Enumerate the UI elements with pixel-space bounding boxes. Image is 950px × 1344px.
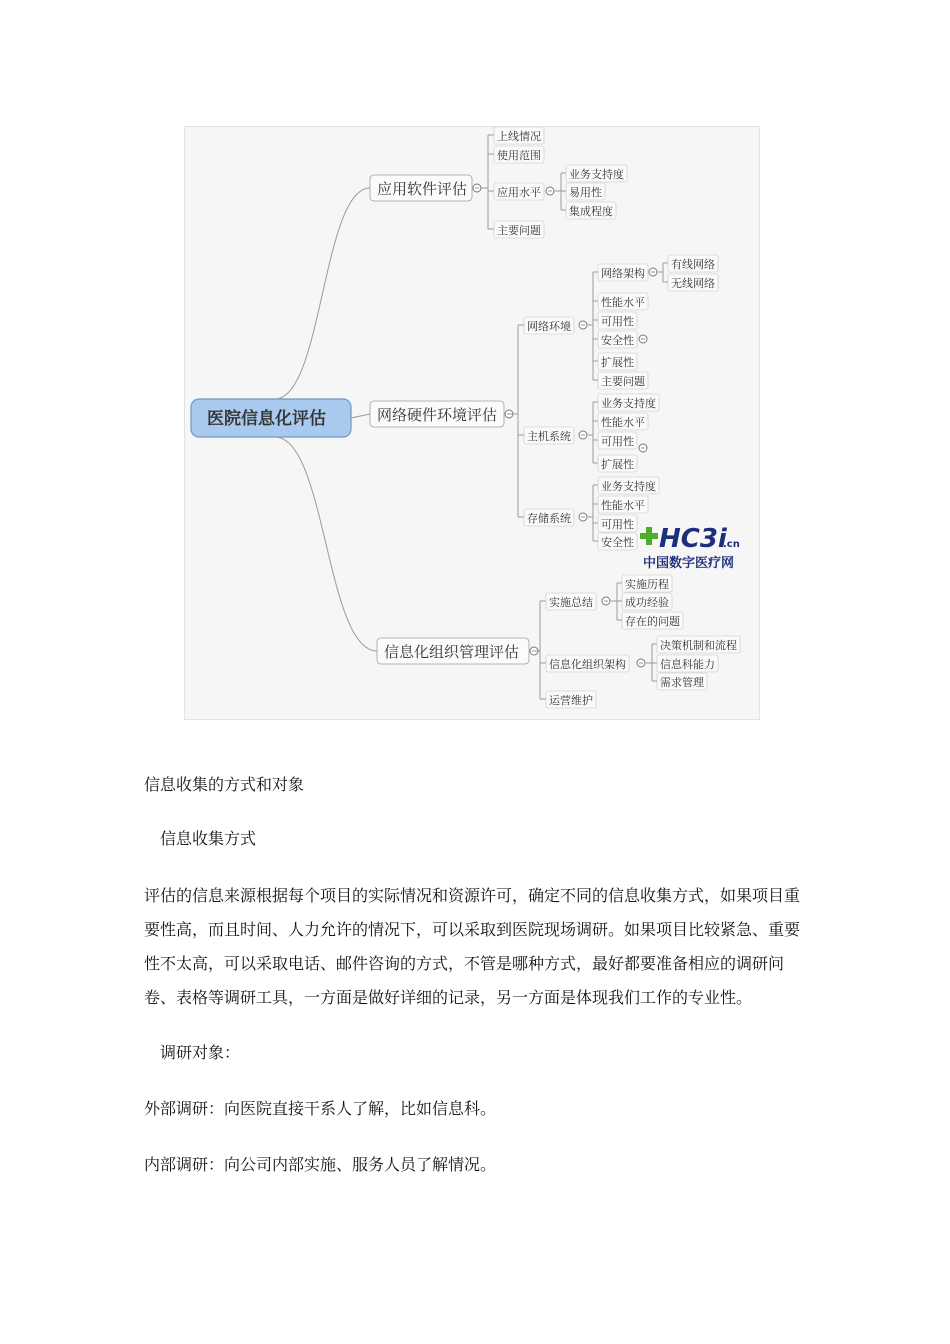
topic-label: 网络架构 (601, 267, 645, 280)
topic-label: 实施历程 (625, 578, 669, 591)
topic-label: 网络环境 (527, 320, 571, 333)
paragraph-internal-research: 内部调研：向公司内部实施、服务人员了解情况。 (144, 1155, 497, 1174)
mindmap-svg (185, 127, 761, 721)
topic-label: 业务支持度 (569, 168, 624, 181)
connector-line (351, 414, 370, 418)
logo-suffix: .cn (723, 539, 740, 550)
topic-label: 性能水平 (601, 416, 645, 429)
topic-label: 决策机制和流程 (660, 639, 737, 652)
topic-label: 业务支持度 (601, 480, 656, 493)
topic-label: 主机系统 (527, 430, 571, 443)
topic-label: 需求管理 (660, 676, 704, 689)
topic-label: 安全性 (601, 334, 634, 347)
branch-label: 网络硬件环境评估 (377, 406, 498, 424)
topic-label: 信息化组织架构 (549, 658, 626, 671)
topic-label: 主要问题 (601, 375, 645, 388)
topic-label: 扩展性 (601, 458, 634, 471)
topic-label: 扩展性 (601, 356, 634, 369)
subheading-collection-method: 信息收集方式 (160, 829, 257, 848)
topic-label: 集成程度 (569, 205, 613, 218)
logo-cross-icon (640, 533, 658, 539)
topic-label: 有线网络 (671, 258, 715, 271)
topic-label: 实施总结 (549, 596, 593, 609)
subheading-research-target: 调研对象： (160, 1043, 241, 1062)
topic-label: 存储系统 (527, 512, 571, 525)
topic-label: 上线情况 (497, 130, 541, 143)
topic-label: 易用性 (569, 186, 602, 199)
topic-label: 可用性 (601, 315, 634, 328)
paragraph-collection-method: 评估的信息来源根据每个项目的实际情况和资源许可，确定不同的信息收集方式，如果项目重要性高，而且时间、人力允许的情况下，可以采取到医院现场调研。如果项目比较紧急、重要性不太高，可以采取电话、邮件咨询的方式，不管是哪种方式，最好都要准备相应的调研问卷、表格等调研工具，一方面是做好详细的记录，另一方面是体现我们工作的专业性。 (144, 886, 801, 1007)
topic-label: 主要问题 (497, 224, 541, 237)
topic-label: 存在的问题 (625, 615, 680, 628)
topic-label: 运营维护 (549, 694, 593, 707)
topic-label: 业务支持度 (601, 397, 656, 410)
root-label: 医院信息化评估 (207, 409, 326, 429)
topic-label: 使用范围 (497, 149, 541, 162)
topic-label: 性能水平 (601, 296, 645, 309)
topic-label: 成功经验 (625, 596, 669, 609)
topic-label: 性能水平 (601, 499, 645, 512)
logo-subtitle: 中国数字医疗网 (643, 556, 735, 571)
section-heading: 信息收集的方式和对象 (144, 775, 305, 794)
topic-label: 可用性 (601, 435, 634, 448)
connector-line (275, 188, 370, 399)
connector-line (275, 437, 377, 651)
paragraph-external-research: 外部调研：向医院直接干系人了解，比如信息科。 (144, 1099, 497, 1118)
mindmap-figure (184, 126, 760, 720)
topic-label: 信息科能力 (660, 658, 715, 671)
topic-label: 应用水平 (497, 186, 541, 199)
logo-brand: HC3i (659, 524, 727, 554)
branch-label: 应用软件评估 (377, 180, 468, 198)
topic-label: 无线网络 (671, 277, 715, 290)
branch-label: 信息化组织管理评估 (384, 643, 520, 661)
topic-label: 安全性 (601, 536, 634, 549)
topic-label: 可用性 (601, 518, 634, 531)
